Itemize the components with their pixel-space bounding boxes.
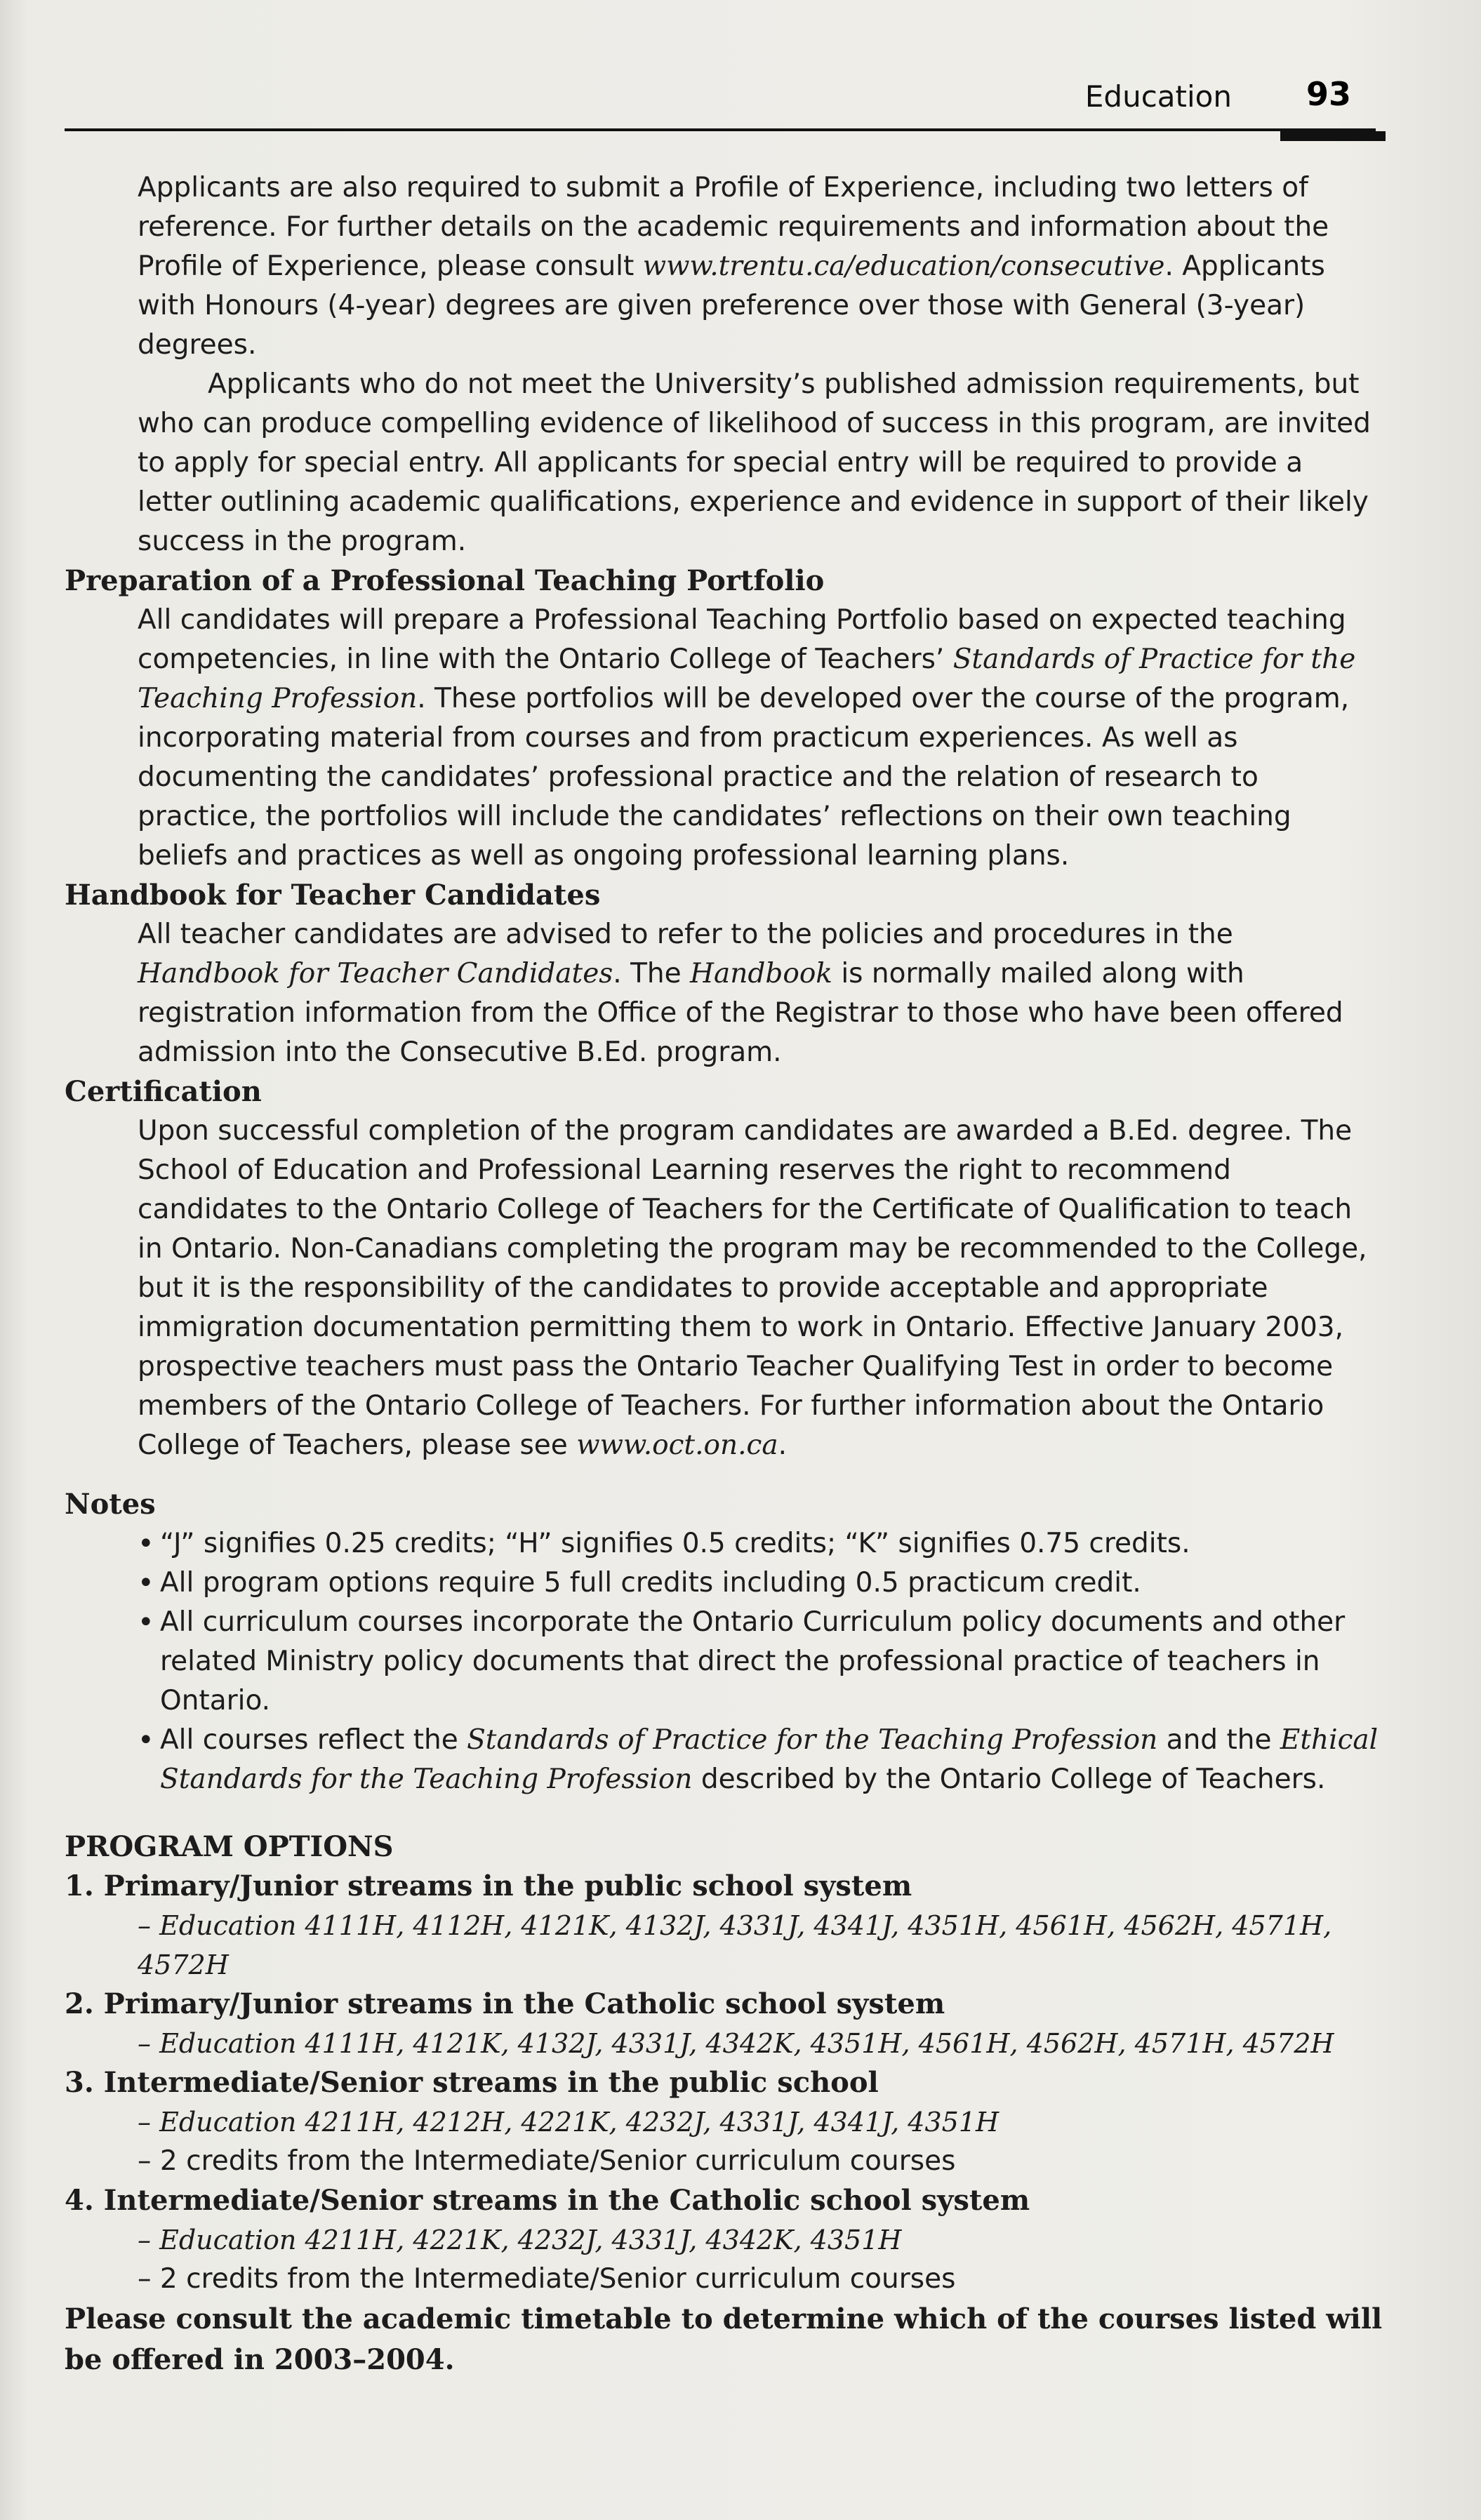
program-option-courses: – Education 4111H, 4121K, 4132J, 4331J, 4342K, 4351H, 4561H, 4562H, 4571H, 4572H	[138, 2028, 1334, 2059]
certification-text: Upon successful completion of the program candidates are awarded a B.Ed. degree. The School of Education and Professional Learning reserves the right to recommend candidates to the Ontario College of Teachers for the Certificate of Qualification to teach in Ontario. Non-Canadians completing the program may be recommended to the College, but it is the responsibility of the candidates to provide acceptable and appropriate immigration documentation permitting them to work in Ontario. Effective January 2003, prospective teachers must pass the Ontario Teacher Qualifying Test in order to become members of the Ontario College of Teachers. For further information about the Ontario College of Teachers, please see www.oct.on.ca.	[138, 1115, 1367, 1461]
program-option-courses: – Education 4211H, 4221K, 4232J, 4331J, 4342K, 4351H	[138, 2225, 902, 2255]
handbook-heading: Handbook for Teacher Candidates	[65, 879, 601, 912]
program-option-2	[65, 1985, 1384, 2063]
notes-heading: Notes	[65, 1488, 156, 1521]
program-options-heading: PROGRAM OPTIONS	[65, 1830, 394, 1863]
program-option-extra: – 2 credits from the Intermediate/Senior curriculum courses	[138, 2263, 956, 2295]
program-option-3	[65, 2063, 1384, 2181]
program-option-1	[65, 1867, 1384, 1985]
page-number: 93	[1306, 75, 1351, 113]
portfolio-heading: Preparation of a Professional Teaching Portfolio	[65, 564, 825, 597]
consecutive-url: www.trentu.ca/education/consecutive	[642, 251, 1165, 282]
note-item: • “J” signifies 0.25 credits; “H” signifies 0.5 credits; “K” signifies 0.75 credits.	[138, 1524, 1384, 1564]
program-option-title: 3. Intermediate/Senior streams in the public school	[65, 2066, 879, 2099]
timetable-note: Please consult the academic timetable to determine which of the courses listed will be offered in 2003–2004.	[65, 2302, 1383, 2376]
header-tab-bar	[1280, 131, 1386, 141]
intro-paragraph-2: Applicants who do not meet the University’s published admission requirements, but who can produce compelling evidence of likelihood of success in this program, are invited to apply for special entry. All applicants for special entry will be required to provide a letter outlining academic qualifications, experience and evidence in support of their likely success in the program.	[138, 368, 1371, 557]
program-option-title: 2. Primary/Junior streams in the Catholic school system	[65, 1987, 945, 2020]
note-item: • All curriculum courses incorporate the Ontario Curriculum policy documents and other related Ministry policy documents that direct the professional practice of teachers in Ontario.	[138, 1603, 1384, 1721]
notes-list	[65, 1524, 1384, 1799]
program-option-extra: – 2 credits from the Intermediate/Senior curriculum courses	[138, 2145, 956, 2177]
program-option-4	[65, 2181, 1384, 2299]
intro-paragraph-1: Applicants are also required to submit a Profile of Experience, including two letters of reference. For further details on the academic requirements and information about the Profile of Experience, please consult www.trentu.ca/education/consecutive. Applicants with Honours (4-year) degrees are given preference over those with General (3-year) degrees.	[138, 172, 1329, 361]
handbook-text: All teacher candidates are advised to refer to the policies and procedures in the Handbook for Teacher Candidates. The Handbook is normally mailed along with registration information from the Office of the Registrar to those who have been offered admission into the Consecutive B.Ed. program.	[138, 919, 1343, 1068]
portfolio-text: All candidates will prepare a Professional Teaching Portfolio based on expected teaching competencies, in line with the Ontario College of Teachers’ Standards of Practice for the Teaching Profession. These portfolios will be developed over the course of the program, incorporating material from courses and from practicum experiences. As well as documenting the candidates’ professional practice and the relation of research to practice, the portfolios will include the candidates’ reflections on their own teaching beliefs and practices as well as ongoing professional learning plans.	[138, 604, 1356, 872]
program-option-courses: – Education 4111H, 4112H, 4121K, 4132J, 4331J, 4341J, 4351H, 4561H, 4562H, 4571H, 4572H	[138, 1910, 1332, 1980]
header-rule	[65, 128, 1376, 131]
program-option-title: 4. Intermediate/Senior streams in the Catholic school system	[65, 2184, 1030, 2217]
program-option-courses: – Education 4211H, 4212H, 4221K, 4232J, 4331J, 4341J, 4351H	[138, 2107, 999, 2138]
note-item: • All program options require 5 full credits including 0.5 practicum credit.	[138, 1564, 1384, 1603]
note-item: • All courses reflect the Standards of Practice for the Teaching Profession and the Ethical Standards for the Teaching Profession described by the Ontario College of Teachers.	[138, 1721, 1384, 1799]
certification-heading: Certification	[65, 1075, 262, 1108]
page-body	[65, 168, 1384, 2380]
program-option-title: 1. Primary/Junior streams in the public school system	[65, 1869, 912, 1902]
running-head-section: Education	[1084, 79, 1232, 114]
page-header	[65, 67, 1376, 131]
oct-url: www.oct.on.ca	[576, 1429, 778, 1461]
